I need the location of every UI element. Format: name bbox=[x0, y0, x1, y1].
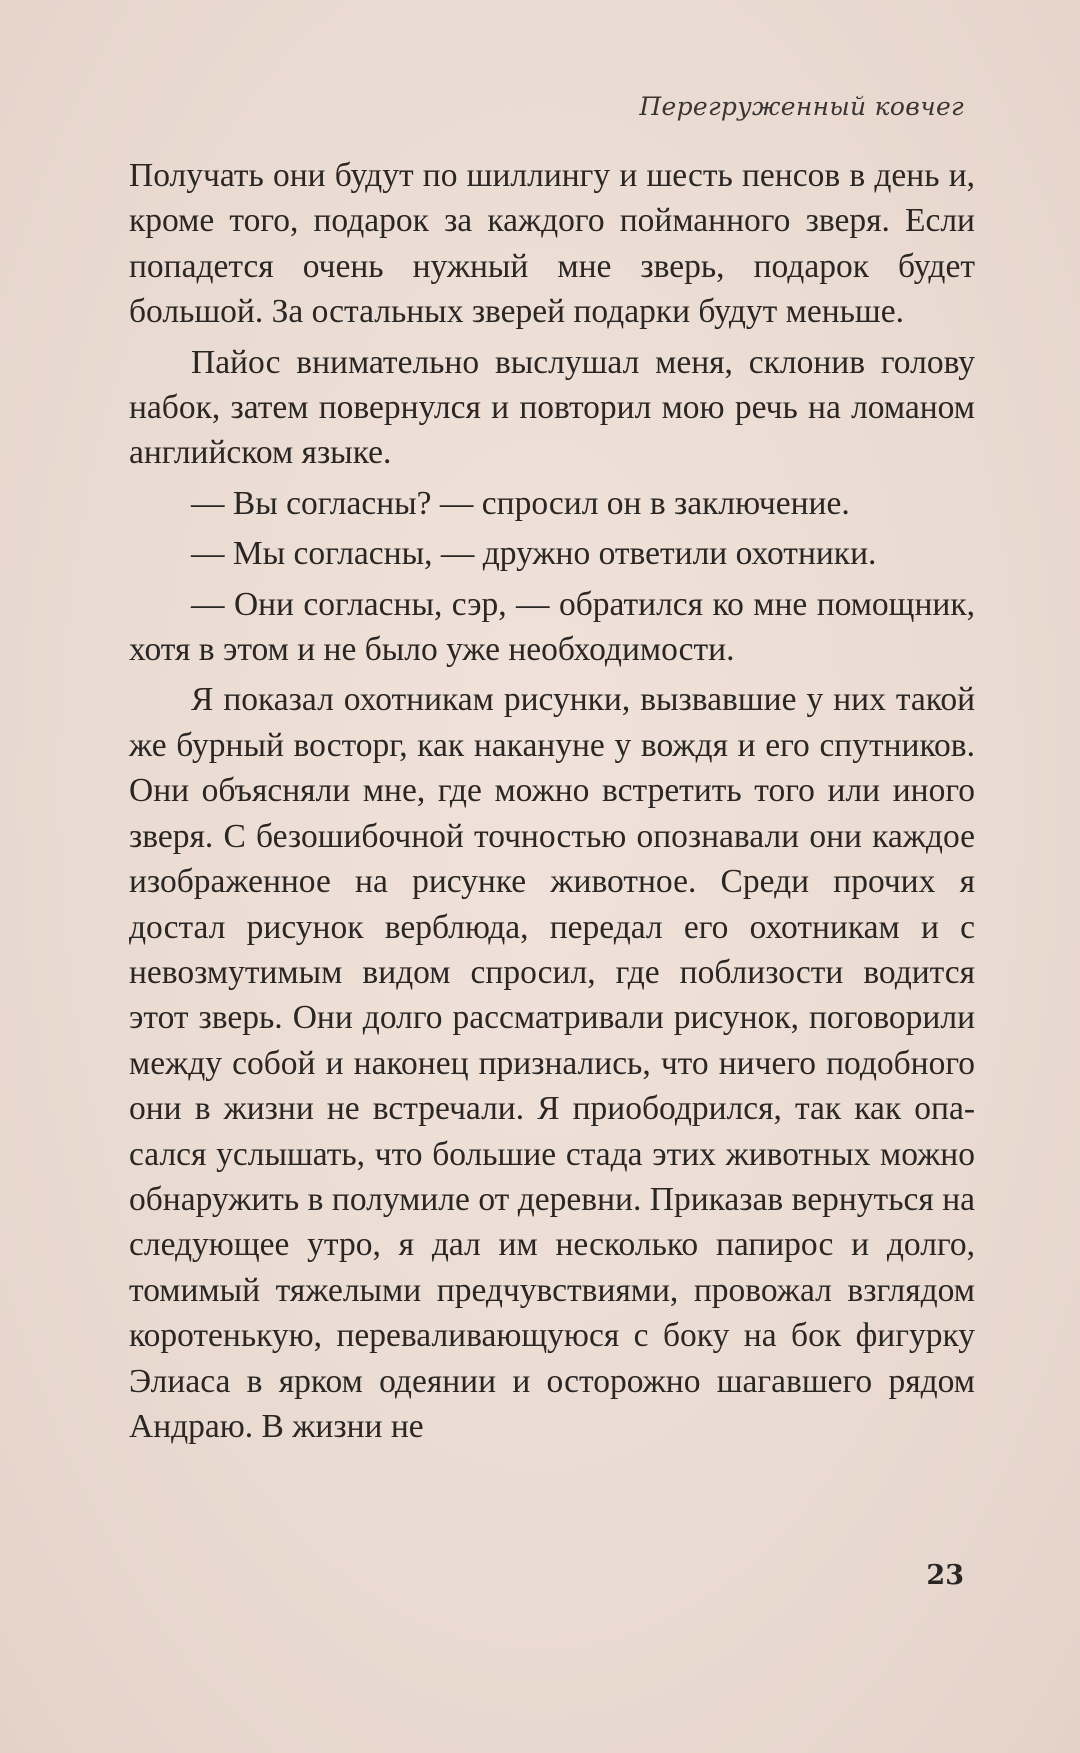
dialogue-line: — Мы согласны, — дружно ответили охотники. bbox=[191, 535, 877, 573]
paragraph: Пайос внимательно выслушал меня, склонив голову набок, затем повернулся и повторил мою речь на ломаном английском языке. bbox=[129, 343, 975, 472]
dialogue-line: — Вы согласны? — спросил он в заключение. bbox=[191, 484, 850, 522]
paragraph: Я показал охотникам рисунки, вызвавшие у них такой же бурный восторг, как накануне у вождя и его спутников. Они объясняли мне, где можно встретить того или иного зверя. С безошибочной точностью опознавали они каждое изображенное на рисунке животное. Среди прочих я достал рисунок верблюда, передал его охотникам и с невозмутимым видом спросил, где поблизости водится этот зверь. Они долго рассматривали рисунок, поговорили между собой и наконец признались, что ничего подобного они в жизни не встречали. Я приободрился, так как опасался услышать, что большие стада этих животных можно обнаружить в полумиле от деревни. Приказав вернуться на следующее утро, я дал им несколько папирос и долго, томимый тяжелыми предчувствиями, провожал взглядом коротенькую, переваливающуюся с боку на бок фигурку Элиаса в ярком одеянии и осторожно шагавшего рядом Андраю. В жизни не bbox=[129, 681, 975, 1445]
paragraph: Получать они будут по шиллингу и шесть пенсов в день и, кроме того, подарок за каждого пойманного зверя. Если попадется очень нужный мне зверь, подарок будет большой. За остальных зверей подарки будут меньше. bbox=[129, 157, 975, 331]
running-title: Перегруженный ковчег bbox=[639, 92, 964, 121]
page-number: 23 bbox=[926, 1560, 964, 1591]
body-text bbox=[129, 153, 975, 1454]
dialogue-line: — Они согласны, сэр, — обратился ко мне помощник, хотя в этом и не было уже необходимости. bbox=[129, 585, 975, 669]
